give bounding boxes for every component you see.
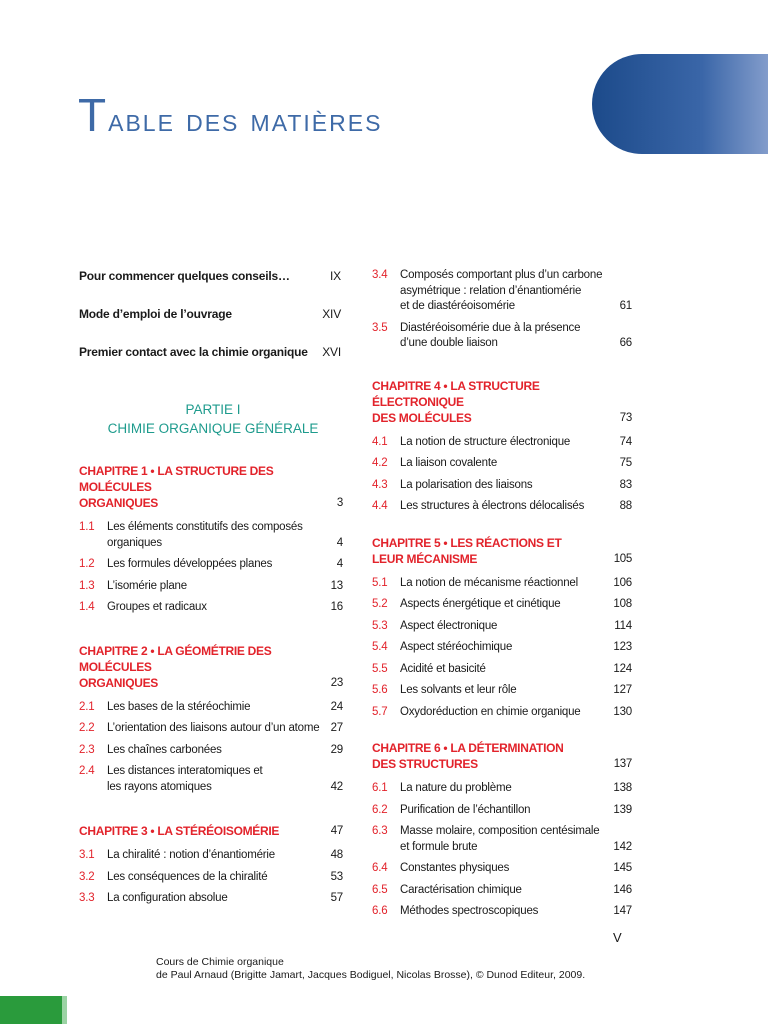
section-title: Diastéréoisomérie due à la présence d’une double liaison — [400, 321, 581, 349]
chapter-heading[interactable] — [372, 378, 636, 426]
chapter-title: CHAPITRE 3 • LA STÉRÉOISOMÉRIE — [79, 824, 280, 838]
toc-entry[interactable] — [372, 883, 636, 899]
section-title: Les éléments constitutifs des composés organiques — [107, 521, 303, 549]
section-number: 3.5 — [372, 321, 388, 334]
footer-credit — [156, 956, 585, 982]
chapter-title: CHAPITRE 6 • LA DÉTERMINATION DES STRUCTURES — [372, 741, 564, 771]
section-title: Les conséquences de la chiralité — [107, 870, 268, 883]
section-title: Composés comportant plus d’un carbone asymétrique : relation d’énantiomérie et de diastéréoisomérie — [400, 269, 603, 312]
section-title: Oxydoréduction en chimie organique — [400, 705, 581, 718]
toc-entry[interactable] — [372, 456, 636, 472]
footer-line-2: de Paul Arnaud (Brigitte Jamart, Jacques Bodiguel, Nicolas Brosse), © Dunod Editeur, 2009. — [156, 969, 586, 981]
section-title: Aspect stéréochimique — [400, 641, 513, 653]
section-title: Les distances interatomiques et les rayons atomiques — [107, 765, 263, 793]
section-number: 3.3 — [79, 892, 95, 904]
title-initial: T — [78, 89, 109, 141]
section-number: 2.2 — [79, 722, 95, 734]
section-page: 147 — [613, 905, 632, 917]
chapter-page: 137 — [613, 758, 632, 770]
toc-entry[interactable] — [372, 576, 636, 592]
chapter-page: 3 — [336, 497, 343, 509]
toc-entry[interactable] — [79, 848, 347, 864]
section-page: 142 — [613, 840, 632, 853]
section-title: Groupes et radicaux — [107, 601, 207, 613]
chapter-title: CHAPITRE 1 • LA STRUCTURE DES MOLÉCULES ORGANIQUES — [79, 464, 274, 510]
section-number: 3.1 — [79, 849, 95, 861]
toc-entry[interactable] — [79, 721, 347, 737]
front-matter-label: Pour commencer quelques conseils… — [79, 269, 290, 283]
toc-right-column — [372, 268, 636, 920]
section-title: La liaison covalente — [400, 457, 498, 469]
toc-entry[interactable] — [372, 662, 636, 678]
toc-entry[interactable] — [79, 700, 347, 716]
section-page: 114 — [614, 619, 632, 632]
section-page: 139 — [613, 803, 632, 816]
section-title: La configuration absolue — [107, 892, 228, 904]
section-number: 1.1 — [79, 521, 95, 533]
section-number: 5.7 — [372, 705, 388, 718]
section-title: Masse molaire, composition centésimale et formule brute — [400, 825, 600, 853]
section-page: 57 — [330, 892, 343, 904]
toc-left-column — [79, 258, 347, 907]
toc-entry[interactable] — [372, 781, 636, 797]
section-title: Acidité et basicité — [400, 662, 486, 675]
section-title: La notion de mécanisme réactionnel — [400, 576, 578, 589]
chapter-heading[interactable] — [79, 463, 347, 511]
toc-entry[interactable] — [372, 321, 636, 352]
section-number: 6.6 — [372, 905, 388, 917]
section-page: 83 — [619, 478, 632, 491]
section-title: Constantes physiques — [400, 862, 510, 874]
section-title: La nature du problème — [400, 782, 512, 794]
section-page: 16 — [330, 601, 343, 613]
section-page: 124 — [613, 662, 632, 675]
chapter-title: CHAPITRE 2 • LA GÉOMÉTRIE DES MOLÉCULES ORGANIQUES — [79, 643, 272, 690]
section-title: Les solvants et leur rôle — [400, 684, 517, 696]
toc-entry[interactable] — [372, 803, 636, 819]
section-number: 6.1 — [372, 782, 388, 794]
section-title: L’isomérie plane — [107, 579, 187, 592]
chapter-heading[interactable] — [372, 740, 636, 772]
section-page: 4 — [336, 558, 343, 570]
section-page: 108 — [613, 598, 632, 610]
footer-line-1: Cours de Chimie organique — [156, 956, 284, 968]
toc-entry[interactable] — [79, 579, 347, 595]
front-matter-label: Premier contact avec la chimie organique — [79, 345, 308, 359]
front-matter-item[interactable] — [79, 306, 347, 323]
section-title: Les bases de la stéréochimie — [107, 700, 251, 713]
section-page: 48 — [330, 849, 343, 861]
header-tab-decoration — [592, 54, 768, 154]
section-number: 5.2 — [372, 598, 388, 610]
section-page: 24 — [330, 700, 343, 713]
section-number: 5.4 — [372, 641, 388, 653]
section-number: 6.3 — [372, 825, 388, 837]
toc-entry[interactable] — [372, 904, 636, 920]
section-page: 123 — [613, 641, 632, 653]
part-heading — [79, 400, 347, 438]
section-title: Aspects énergétique et cinétique — [400, 598, 561, 610]
section-title: La polarisation des liaisons — [400, 478, 533, 491]
section-page: 88 — [619, 500, 632, 512]
toc-entry[interactable] — [79, 764, 347, 795]
section-page: 146 — [613, 883, 632, 896]
toc-entry[interactable] — [372, 683, 636, 699]
section-number: 5.1 — [372, 576, 388, 589]
section-title: Les formules développées planes — [107, 558, 273, 570]
toc-entry[interactable] — [372, 640, 636, 656]
toc-entry[interactable] — [372, 619, 636, 635]
section-page: 42 — [330, 780, 343, 793]
section-page: 27 — [330, 722, 343, 734]
section-title: Les chaînes carbonées — [107, 743, 222, 756]
section-number: 6.4 — [372, 862, 388, 874]
section-page: 138 — [613, 782, 632, 794]
chapter-page: 105 — [613, 552, 632, 565]
part-label: PARTIE I — [185, 402, 241, 417]
section-page: 61 — [619, 300, 632, 312]
toc-entry[interactable] — [372, 268, 636, 315]
section-number: 1.2 — [79, 558, 95, 570]
section-page: 13 — [330, 579, 343, 592]
section-number: 3.4 — [372, 269, 388, 281]
section-number: 3.2 — [79, 870, 95, 883]
title-rest: able des matières — [108, 101, 383, 138]
section-number: 6.2 — [372, 803, 388, 816]
section-page: 127 — [613, 684, 632, 696]
footer-green-bar — [0, 996, 62, 1024]
section-page: 75 — [619, 457, 632, 469]
section-number: 4.3 — [372, 478, 388, 491]
section-number: 5.3 — [372, 619, 388, 632]
section-title: La notion de structure électronique — [400, 435, 571, 448]
toc-entry[interactable] — [79, 743, 347, 759]
section-title: Caractérisation chimique — [400, 883, 522, 896]
section-page: 29 — [330, 743, 343, 756]
chapter-title: CHAPITRE 4 • LA STRUCTURE ÉLECTRONIQUE DES MOLÉCULES — [372, 378, 540, 425]
toc-entry[interactable] — [372, 861, 636, 877]
section-page: 66 — [619, 337, 632, 349]
section-number: 1.4 — [79, 601, 95, 613]
toc-entry[interactable] — [372, 435, 636, 451]
chapter-page: 73 — [619, 411, 632, 424]
chapter-page: 23 — [330, 676, 343, 689]
section-number: 4.4 — [372, 500, 388, 512]
front-matter-page: IX — [330, 269, 341, 283]
toc-entry[interactable] — [79, 870, 347, 886]
page-title — [78, 88, 382, 142]
front-matter-item[interactable] — [79, 268, 347, 285]
toc-entry[interactable] — [79, 891, 347, 907]
section-title: Les structures à électrons délocalisés — [400, 500, 585, 512]
section-number: 2.3 — [79, 743, 95, 756]
section-number: 2.1 — [79, 700, 95, 713]
section-page: 106 — [613, 576, 632, 589]
section-number: 1.3 — [79, 579, 95, 592]
chapter-heading[interactable] — [372, 535, 636, 567]
toc-entry[interactable] — [79, 520, 347, 551]
section-number: 4.1 — [372, 435, 388, 448]
chapter-heading[interactable] — [79, 643, 347, 691]
section-number: 5.5 — [372, 662, 388, 675]
section-page: 130 — [613, 705, 632, 718]
toc-entry[interactable] — [79, 557, 347, 573]
section-number: 2.4 — [79, 765, 95, 777]
chapter-heading[interactable] — [79, 823, 347, 839]
chapter-title: CHAPITRE 5 • LES RÉACTIONS ET LEUR MÉCANISME — [372, 535, 562, 566]
front-matter-page: XIV — [322, 307, 341, 321]
front-matter-item[interactable] — [79, 344, 347, 361]
section-number: 4.2 — [372, 457, 388, 469]
section-title: Méthodes spectroscopiques — [400, 905, 539, 917]
section-page: 4 — [336, 536, 343, 549]
front-matter-label: Mode d’emploi de l’ouvrage — [79, 307, 232, 321]
toc-entry[interactable] — [372, 597, 636, 613]
section-page: 145 — [613, 862, 632, 874]
section-page: 53 — [330, 870, 343, 883]
toc-entry[interactable] — [372, 824, 636, 855]
toc-entry[interactable] — [372, 705, 636, 721]
part-title: CHIMIE ORGANIQUE GÉNÉRALE — [107, 421, 319, 436]
section-number: 6.5 — [372, 883, 388, 896]
section-title: Aspect électronique — [400, 619, 498, 632]
toc-entry[interactable] — [79, 600, 347, 616]
section-page: 74 — [619, 435, 632, 448]
toc-entry[interactable] — [372, 478, 636, 494]
section-number: 5.6 — [372, 684, 388, 696]
chapter-page: 47 — [330, 825, 343, 837]
page-number: V — [613, 930, 622, 945]
toc-entry[interactable] — [372, 499, 636, 515]
section-title: Purification de l’échantillon — [400, 803, 531, 816]
section-title: L’orientation des liaisons autour d’un atome — [107, 722, 320, 734]
front-matter-page: XVI — [322, 345, 341, 359]
section-title: La chiralité : notion d’énantiomérie — [107, 849, 275, 861]
